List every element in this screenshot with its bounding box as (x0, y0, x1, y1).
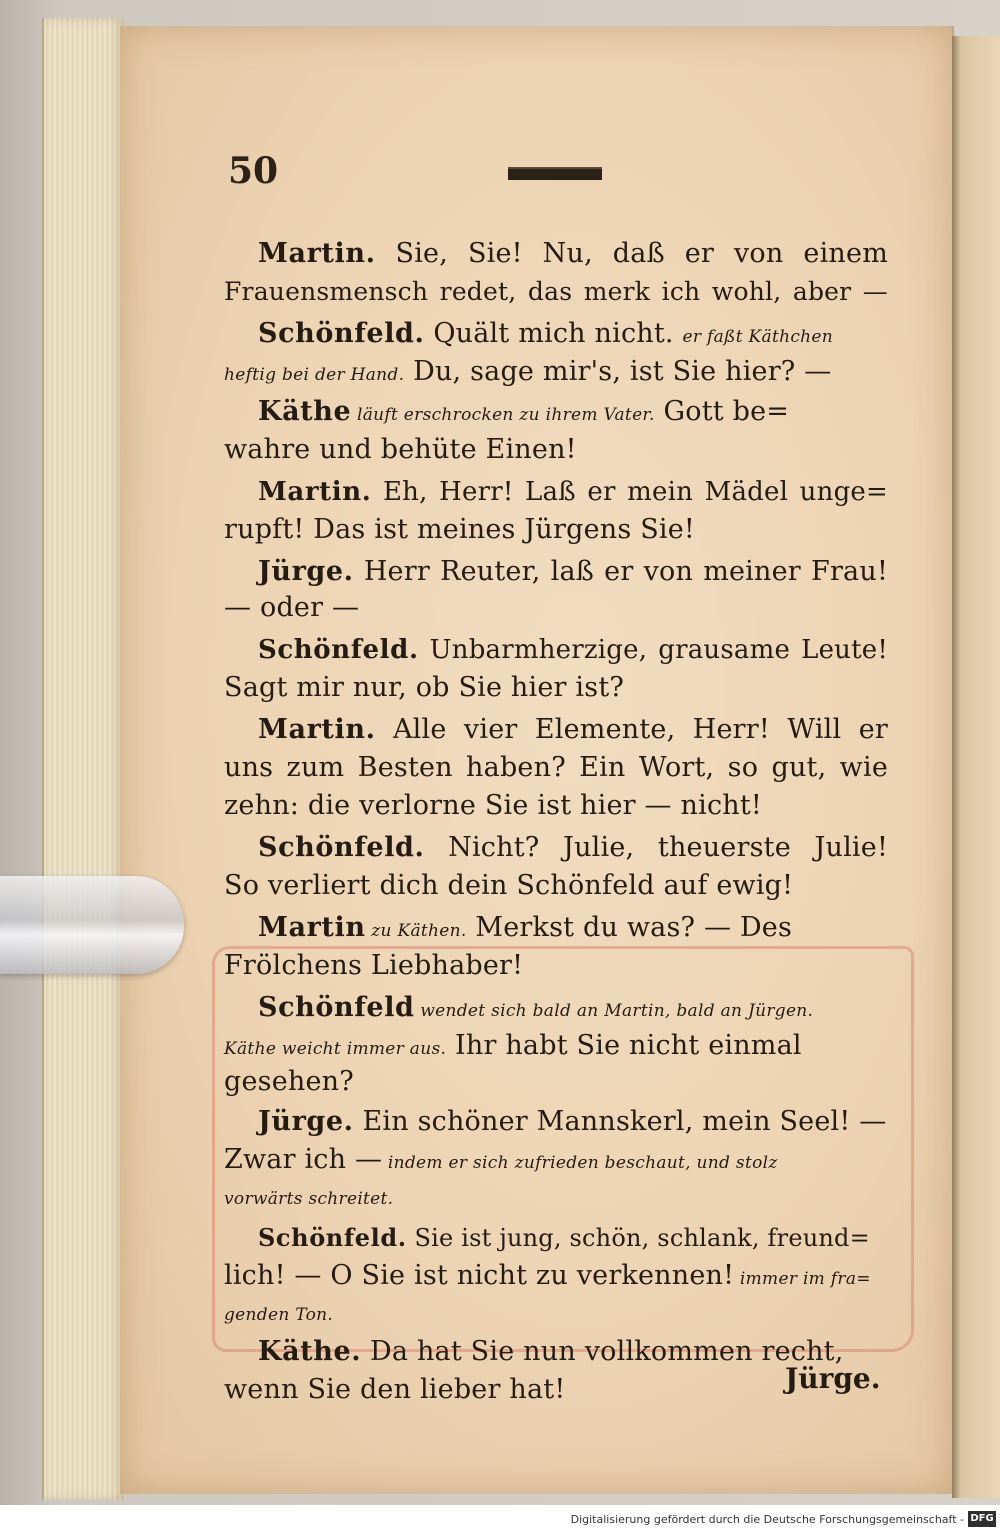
stage-direction: genden Ton. (224, 1305, 334, 1325)
dialogue-text: Unbarmherzige, grausame Leute! (418, 635, 888, 665)
stage-direction: wendet sich bald an Martin, bald an Jürgen. (414, 1001, 814, 1021)
stage-direction: zu Käthen. (365, 921, 467, 941)
dialogue-text: Gott be= (654, 396, 790, 427)
dialogue-text: Herr Reuter, laß er von meiner Frau! (353, 556, 888, 587)
speaker-name: Schönfeld. (258, 635, 419, 665)
dialogue-text: Merkst du was? — Des (466, 912, 793, 943)
text-line (258, 710, 888, 750)
text-line (224, 1140, 778, 1180)
page-holder-clip (0, 876, 184, 974)
speaker-name: Martin. (258, 238, 376, 269)
text-line (224, 1176, 393, 1216)
catchword: Jürge. (785, 1362, 881, 1395)
dialogue-text: Sagt mir nur, ob Sie hier ist? (224, 672, 625, 703)
text-line (224, 668, 624, 708)
dialogue-text: Sie, Sie! Nu, daß er von einem (375, 238, 888, 269)
speaker-name: Schönfeld. (258, 318, 425, 349)
speaker-name: Käthe. (258, 1336, 362, 1367)
text-line (224, 1292, 333, 1332)
text-line (258, 988, 813, 1028)
dialogue-text: So verliert dich dein Schönfeld auf ewig! (224, 870, 794, 901)
stage-direction: indem er sich zufrieden beschaut, und stolz (382, 1153, 778, 1173)
speaker-name: Käthe (258, 396, 352, 427)
dialogue-text: Ein schöner Mannskerl, mein Seel! — (353, 1106, 887, 1137)
dialogue-text: Ihr habt Sie nicht einmal (446, 1030, 802, 1061)
text-line (224, 1062, 354, 1102)
dialogue-text: uns zum Besten haben? Ein Wort, so gut, wie (224, 752, 888, 783)
stage-direction: heftig bei der Hand. (224, 365, 405, 385)
dialogue-text: zehn: die verlorne Sie ist hier — nicht! (224, 790, 762, 821)
text-line (224, 786, 762, 826)
header-rule (508, 167, 602, 180)
funding-notice: Digitalisierung gefördert durch die Deutsche Forschungsgemeinschaft - (570, 1513, 964, 1526)
stage-direction: er faßt Käthchen (682, 327, 834, 347)
speaker-name: Jürge. (258, 1106, 354, 1137)
text-line (258, 552, 888, 592)
dfg-logo: DFG (968, 1511, 996, 1527)
speaker-name: Martin. (258, 477, 372, 507)
text-line (258, 472, 888, 512)
adjacent-page-edge (952, 36, 1000, 1498)
text-line (224, 588, 359, 628)
dialogue-text: Du, sage mir's, ist Sie hier? — (404, 356, 832, 387)
dialogue-text: gesehen? (224, 1066, 354, 1097)
text-line (224, 946, 523, 986)
dialogue-text: rupft! Das ist meines Jürgens Sie! (224, 514, 695, 545)
page-header (228, 150, 888, 196)
text-line (224, 272, 888, 312)
page-number: 50 (228, 150, 279, 192)
text-line (258, 908, 792, 948)
text-line (224, 1256, 871, 1296)
page-edges (42, 18, 124, 1500)
stage-direction: läuft erschrocken zu ihrem Vater. (351, 405, 655, 425)
dialogue-text: Quält mich nicht. (424, 318, 683, 349)
text-line (258, 1332, 844, 1372)
text-line (224, 1370, 565, 1410)
stage-direction: Käthe weicht immer aus. (224, 1039, 447, 1059)
speaker-name: Schönfeld (258, 992, 415, 1023)
dialogue-text: Sie ist jung, schön, schlank, freund= (406, 1224, 870, 1252)
dialogue-text: Frauensmensch redet, das merk ich wohl, aber — (224, 277, 888, 306)
stage-direction: immer im fra= (734, 1269, 871, 1289)
text-line (258, 392, 789, 432)
dialogue-text: Zwar ich — (224, 1144, 383, 1175)
speaker-name: Schönfeld. (258, 1223, 407, 1252)
text-line (258, 1102, 886, 1142)
dialogue-text: — oder — (224, 592, 360, 623)
speaker-name: Jürge. (258, 556, 354, 587)
text-line (224, 748, 888, 788)
text-line (258, 234, 888, 274)
text-line (224, 510, 695, 550)
text-line (224, 430, 577, 470)
dialogue-text: Nicht? Julie, theuerste Julie! (424, 832, 888, 863)
text-line (258, 1218, 870, 1258)
stage-direction: vorwärts schreitet. (224, 1189, 394, 1209)
text-line (224, 866, 793, 906)
speaker-name: Martin (258, 912, 366, 943)
dialogue-text: Da hat Sie nun vollkommen recht, (361, 1336, 844, 1367)
dialogue-text: Alle vier Elemente, Herr! Will er (375, 714, 888, 745)
speaker-name: Martin. (258, 714, 376, 745)
text-line (258, 630, 888, 670)
dialogue-text: wahre und behüte Einen! (224, 434, 577, 465)
dialogue-text: wenn Sie den lieber hat! (224, 1374, 566, 1405)
text-line (258, 314, 833, 354)
dialogue-text: lich! — O Sie ist nicht zu verkennen! (224, 1260, 735, 1291)
dialogue-text: Frölchens Liebhaber! (224, 950, 524, 981)
text-line (258, 828, 888, 868)
text-line (224, 352, 831, 392)
text-line (224, 1026, 802, 1066)
speaker-name: Schönfeld. (258, 832, 425, 863)
dialogue-text: Eh, Herr! Laß er mein Mädel unge= (371, 477, 888, 507)
